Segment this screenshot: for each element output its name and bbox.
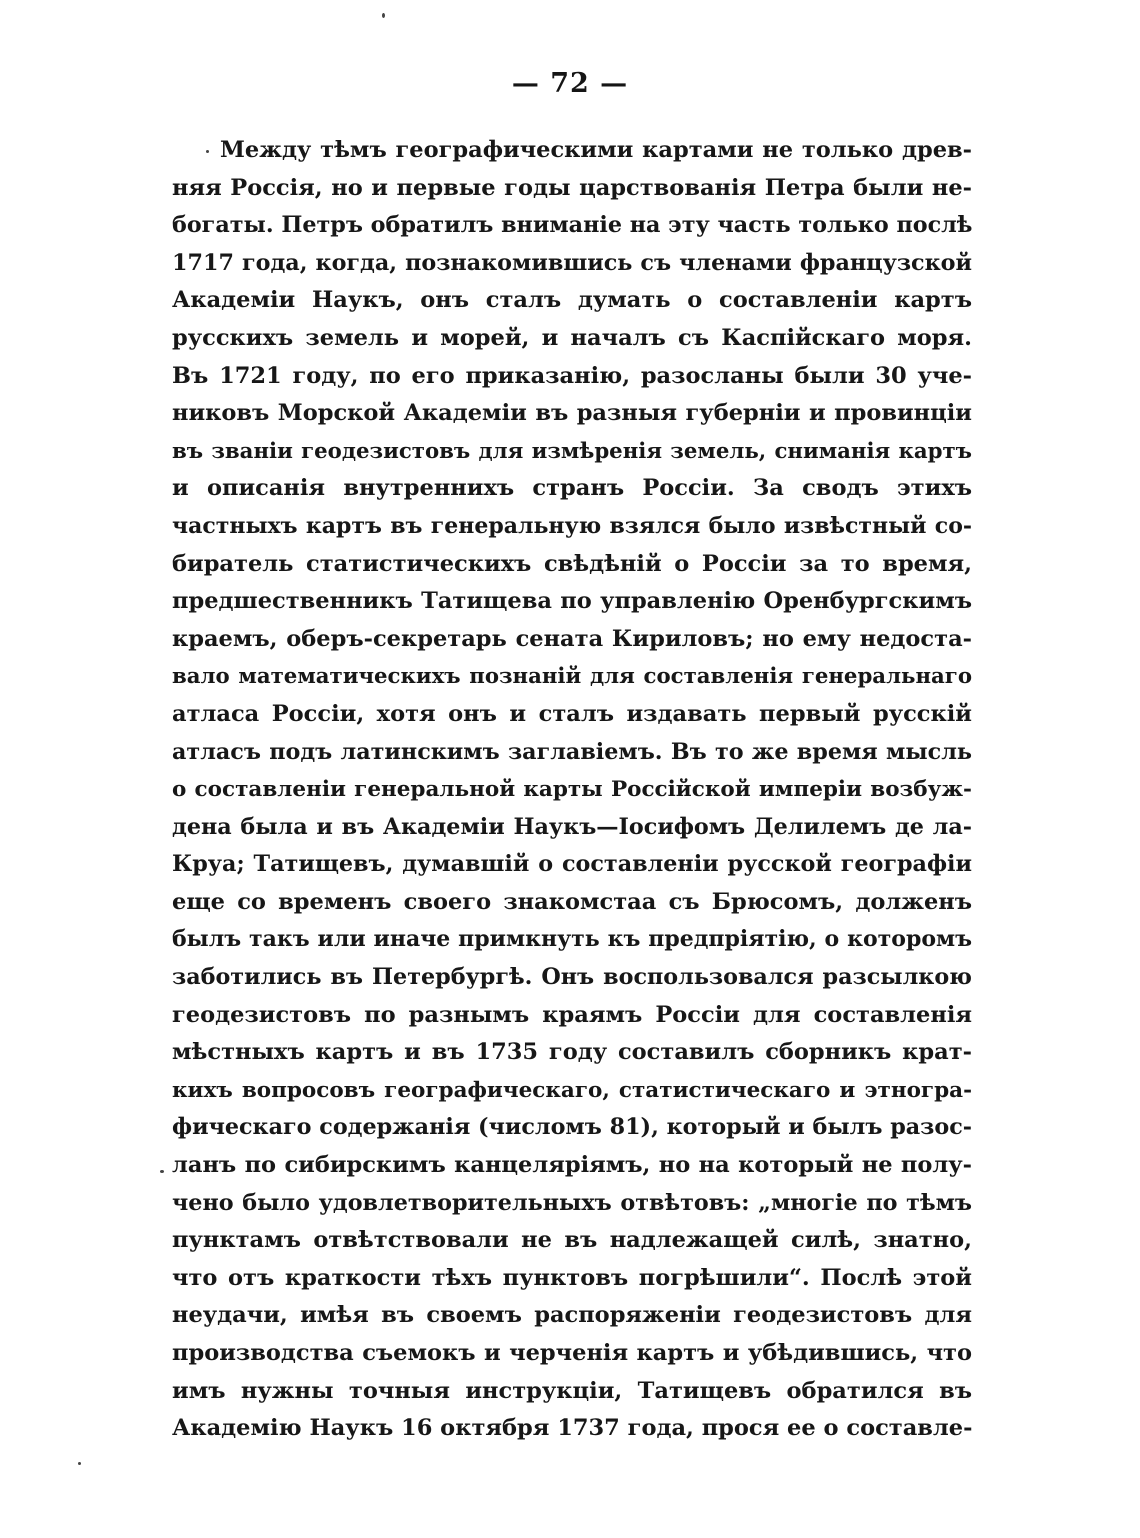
text-line: частныхъ картъ въ генеральную взялся было извѣстный со- xyxy=(172,512,972,539)
text-line: чено было удовлетворительныхъ отвѣтовъ: „многіе по тѣмъ xyxy=(172,1189,972,1216)
text-line: былъ такъ или иначе примкнуть къ предпріятію, о которомъ xyxy=(172,926,972,953)
text-line: вало математическихъ познаній для составленія генеральнаго xyxy=(172,664,972,690)
text-line: еще со временъ своего знакомстаа съ Брюсомъ, долженъ xyxy=(172,888,972,915)
text-line: заботились въ Петербургѣ. Онъ воспользовался разсылкою xyxy=(172,964,972,991)
text-line: дена была и въ Академіи Наукъ—Іосифомъ Делилемъ де ла- xyxy=(172,813,972,840)
text-line: русскихъ земель и морей, и началъ съ Каспійскаго моря. xyxy=(172,324,972,351)
scan-speck xyxy=(206,150,209,153)
text-line: Въ 1721 году, по его приказанію, разосланы были 30 уче- xyxy=(172,362,972,389)
text-line: биратель статистическихъ свѣдѣній о Россіи за то время, xyxy=(172,550,972,577)
text-line: атласъ подъ латинскимъ заглавіемъ. Въ то же время мысль xyxy=(172,738,972,765)
text-line: неудачи, имѣя въ своемъ распоряженіи геодезистовъ для xyxy=(172,1302,972,1329)
text-line: атласа Россіи, хотя онъ и сталъ издавать первый русскій xyxy=(172,700,972,727)
text-line: Между тѣмъ географическими картами не только древ- xyxy=(220,137,972,163)
page-number: — 72 — xyxy=(511,68,629,99)
text-line: что отъ краткости тѣхъ пунктовъ погрѣшили“. Послѣ этой xyxy=(172,1264,972,1291)
text-line: Круа; Татищевъ, думавшій о составленіи русской географіи xyxy=(172,851,972,878)
text-line: имъ нужны точныя инструкціи, Татищевъ обратился въ xyxy=(172,1377,972,1404)
text-line: мѣстныхъ картъ и въ 1735 году составилъ сборникъ крат- xyxy=(172,1039,972,1066)
text-line: пунктамъ отвѣтствовали не въ надлежащей силѣ, знатно, xyxy=(172,1227,972,1254)
text-line: краемъ, оберъ-секретарь сената Кириловъ; но ему недоста- xyxy=(172,625,972,652)
scan-speck xyxy=(382,13,385,18)
text-line: производства съемокъ и черченія картъ и убѣдившись, что xyxy=(172,1340,972,1366)
text-line: 1717 года, когда, познакомившись съ членами французской xyxy=(172,249,972,276)
scan-speck xyxy=(78,1462,81,1465)
text-line: Академіи Наукъ, онъ сталъ думать о составленіи картъ xyxy=(172,287,972,314)
text-line: геодезистовъ по разнымъ краямъ Россіи для составленія xyxy=(172,1001,972,1028)
text-line: и описанія внутреннихъ странъ Россіи. За сводъ этихъ xyxy=(172,475,972,502)
text-line: фическаго содержанія (числомъ 81), который и былъ разос- xyxy=(172,1114,972,1141)
text-line: богаты. Петръ обратилъ вниманіе на эту часть только послѣ xyxy=(172,212,973,239)
text-line: предшественникъ Татищева по управленію Оренбургскимъ xyxy=(172,588,972,615)
text-line: кихъ вопросовъ географическаго, статистическаго и этногра- xyxy=(172,1077,972,1103)
text-line: ланъ по сибирскимъ канцеляріямъ, но на который не полу- xyxy=(172,1152,972,1179)
body-text xyxy=(172,132,972,1448)
text-line: въ званіи геодезистовъ для измѣренія земель, сниманія картъ xyxy=(172,438,972,464)
text-line: о составленіи генеральной карты Россійской имперіи возбуж- xyxy=(172,777,972,803)
scan-speck xyxy=(160,1170,164,1173)
text-line: Академію Наукъ 16 октября 1737 года, прося ее о составле- xyxy=(172,1415,973,1442)
text-line: никовъ Морской Академіи въ разныя губерніи и провинціи xyxy=(172,400,972,427)
text-line: няя Россія, но и первые годы царствованія Петра были не- xyxy=(172,174,972,201)
